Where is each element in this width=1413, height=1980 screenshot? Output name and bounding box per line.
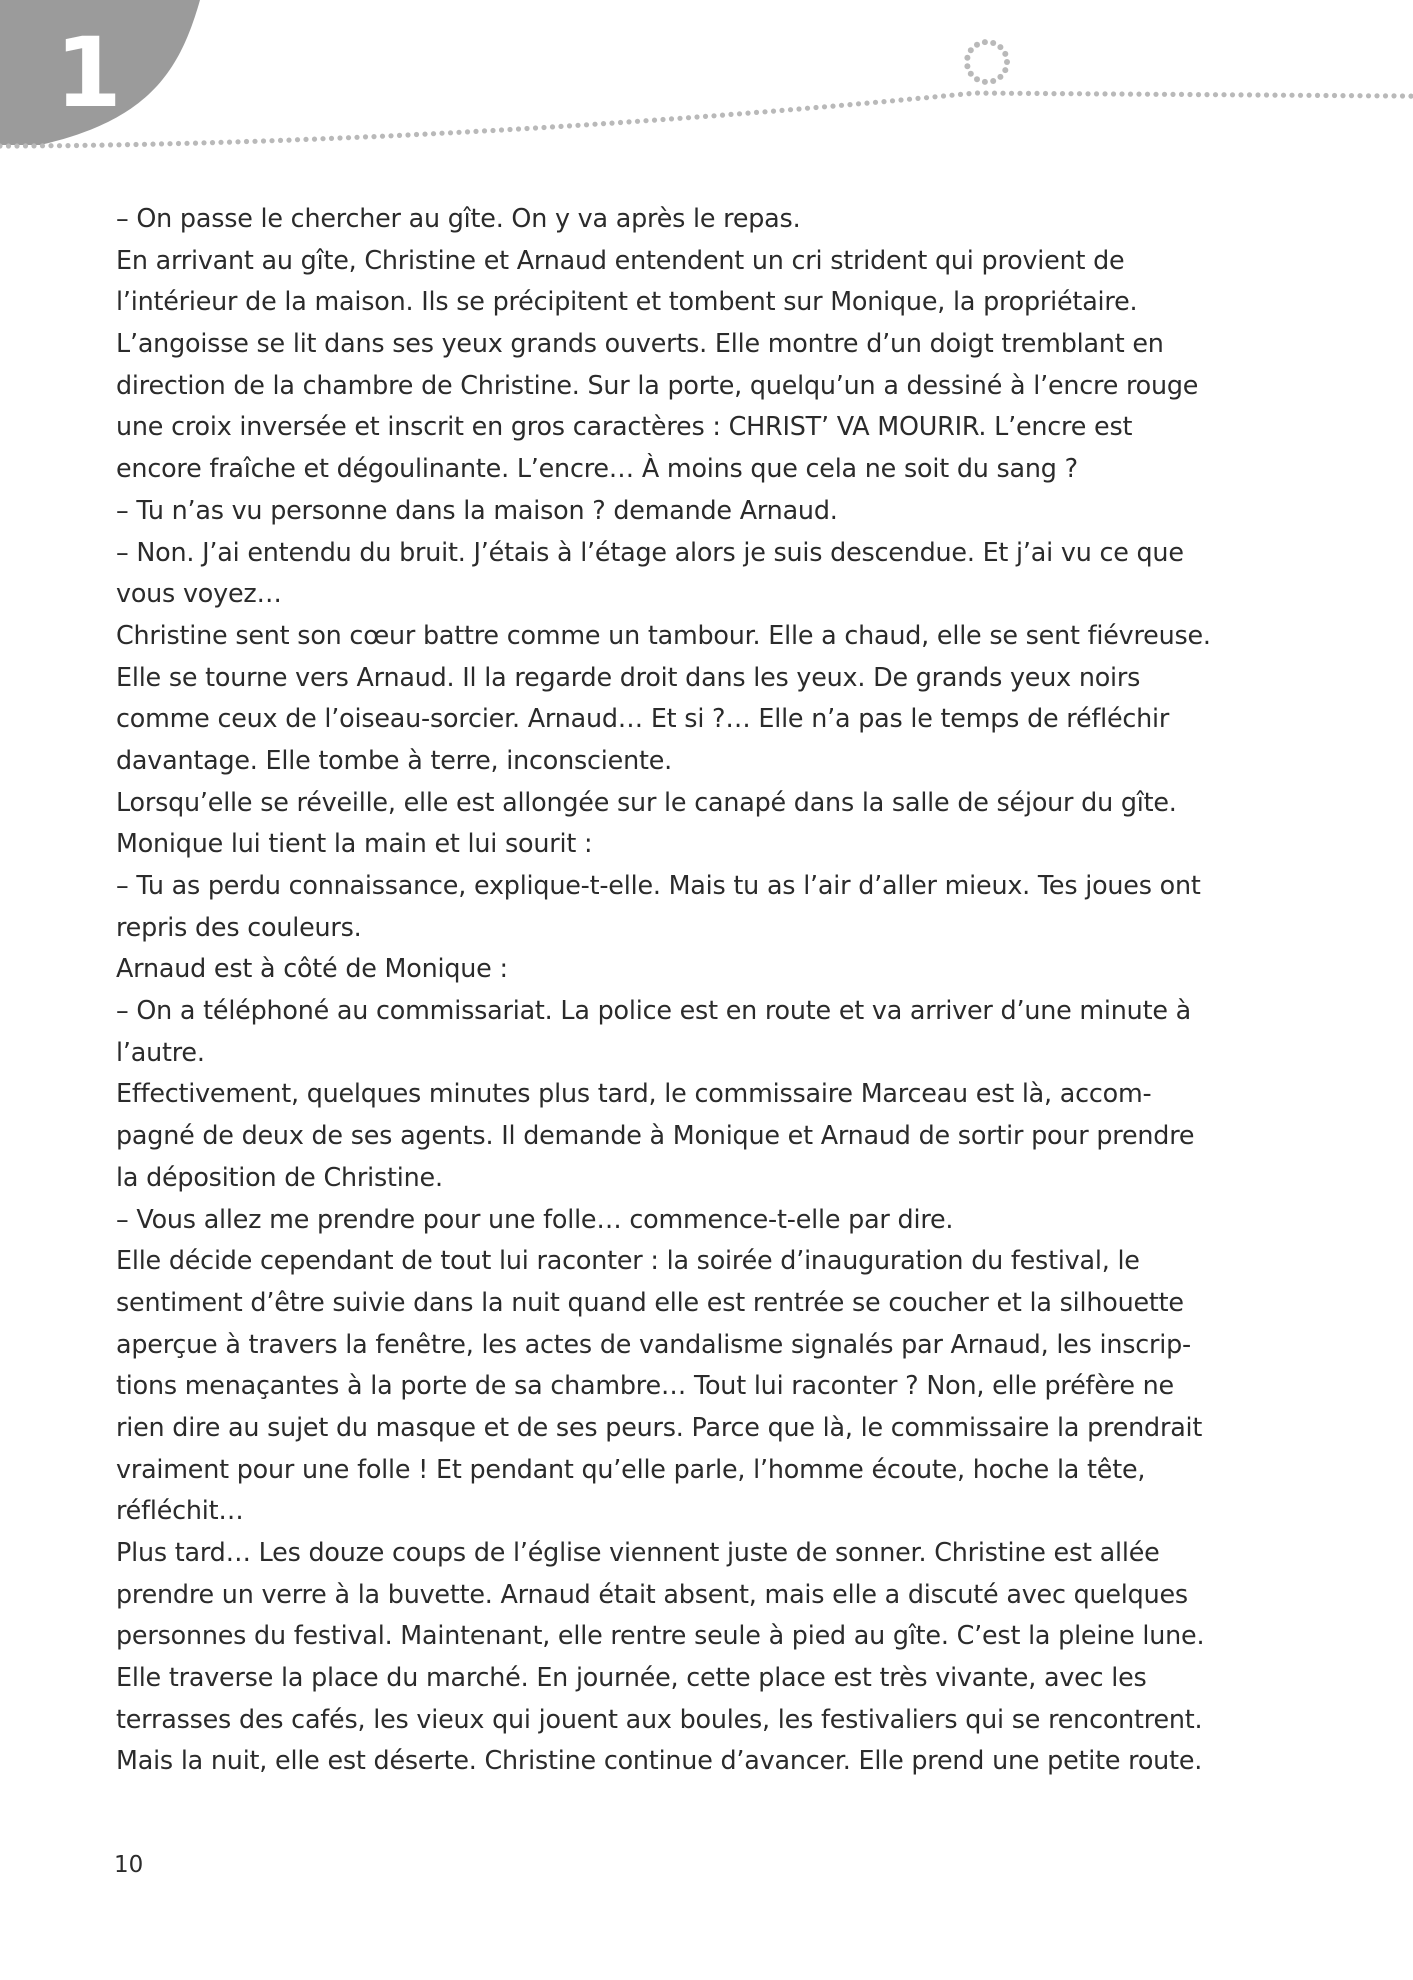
text-line: l’autre. <box>116 1036 205 1067</box>
text-line: – On passe le chercher au gîte. On y va après le repas. <box>116 203 801 233</box>
text-line: Effectivement, quelques minutes plus tard, le commissaire Marceau est là, accom- <box>116 1078 1152 1109</box>
text-line: aperçue à travers la fenêtre, les actes de vandalisme signalés par Arnaud, les inscrip- <box>116 1328 1192 1359</box>
text-line: rien dire au sujet du masque et de ses peurs. Parce que là, le commissaire la prendrait <box>116 1411 1203 1442</box>
text-line: vraiment pour une folle ! Et pendant qu’elle parle, l’homme écoute, hoche la tête, <box>116 1453 1146 1484</box>
text-line: L’angoisse se lit dans ses yeux grands ouverts. Elle montre d’un doigt tremblant en <box>116 328 1164 359</box>
text-line: direction de la chambre de Christine. Sur la porte, quelqu’un a dessiné à l’encre rouge <box>116 369 1199 400</box>
text-line: Elle traverse la place du marché. En journée, cette place est très vivante, avec les <box>116 1662 1147 1693</box>
chapter-number: 1 <box>55 17 122 129</box>
text-line: réfléchit… <box>116 1495 244 1526</box>
dotted-trail <box>0 90 1413 148</box>
text-line: Lorsqu’elle se réveille, elle est allongée sur le canapé dans la salle de séjour du gîte. <box>116 786 1177 817</box>
text-line: prendre un verre à la buvette. Arnaud était absent, mais elle a discuté avec quelques <box>116 1578 1188 1609</box>
text-line: comme ceux de l’oiseau-sorcier. Arnaud… Et si ?… Elle n’a pas le temps de réfléchir <box>116 703 1170 734</box>
text-line: Elle se tourne vers Arnaud. Il la regarde droit dans les yeux. De grands yeux noirs <box>116 661 1141 692</box>
text-line: En arrivant au gîte, Christine et Arnaud entendent un cri strident qui provient de <box>116 244 1125 275</box>
text-line: – On a téléphoné au commissariat. La police est en route et va arriver d’une minute à <box>116 995 1191 1026</box>
text-line: Arnaud est à côté de Monique : <box>116 953 508 984</box>
text-line: – Vous allez me prendre pour une folle… commence-t-elle par dire. <box>116 1203 954 1234</box>
text-line: Mais la nuit, elle est déserte. Christine continue d’avancer. Elle prend une petite route. <box>116 1745 1203 1776</box>
body-text <box>116 198 1246 1782</box>
text-line: encore fraîche et dégoulinante. L’encre… À moins que cela ne soit du sang ? <box>116 453 1078 484</box>
text-line: tions menaçantes à la porte de sa chambre… Tout lui raconter ? Non, elle préfère ne <box>116 1370 1174 1401</box>
text-line: la déposition de Christine. <box>116 1161 443 1192</box>
text-line: – Non. J’ai entendu du bruit. J’étais à l’étage alors je suis descendue. Et j’ai vu ce que <box>116 536 1184 567</box>
text-line: sentiment d’être suivie dans la nuit quand elle est rentrée se coucher et la silhouette <box>116 1286 1184 1317</box>
page-number: 10 <box>114 1852 144 1878</box>
text-line: davantage. Elle tombe à terre, inconsciente. <box>116 744 673 775</box>
text-line: Monique lui tient la main et lui sourit : <box>116 828 593 859</box>
text-line: – Tu as perdu connaissance, explique-t-elle. Mais tu as l’air d’aller mieux. Tes joues ont <box>116 870 1201 900</box>
text-line: terrasses des cafés, les vieux qui jouent aux boules, les festivaliers qui se rencontrent. <box>116 1703 1203 1734</box>
text-line: Elle décide cependant de tout lui raconter : la soirée d’inauguration du festival, le <box>116 1245 1140 1276</box>
text-line: repris des couleurs. <box>116 911 362 942</box>
text-line: pagné de deux de ses agents. Il demande à Monique et Arnaud de sortir pour prendre <box>116 1120 1195 1151</box>
text-line: Christine sent son cœur battre comme un tambour. Elle a chaud, elle se sent fiévreuse. <box>116 619 1211 650</box>
text-line: l’intérieur de la maison. Ils se précipitent et tombent sur Monique, la propriétaire. <box>116 286 1138 317</box>
text-line: Plus tard… Les douze coups de l’église viennent juste de sonner. Christine est allée <box>116 1537 1160 1567</box>
text-line: – Tu n’as vu personne dans la maison ? demande Arnaud. <box>116 494 838 525</box>
text-line: vous voyez… <box>116 578 282 609</box>
text-line: personnes du festival. Maintenant, elle rentre seule à pied au gîte. C’est la pleine lune. <box>116 1620 1205 1651</box>
text-line: une croix inversée et inscrit en gros caractères : CHRIST’ VA MOURIR. L’encre est <box>116 411 1133 442</box>
dotted-ring-icon <box>964 39 1010 85</box>
chapter-header-decoration <box>0 0 1413 160</box>
